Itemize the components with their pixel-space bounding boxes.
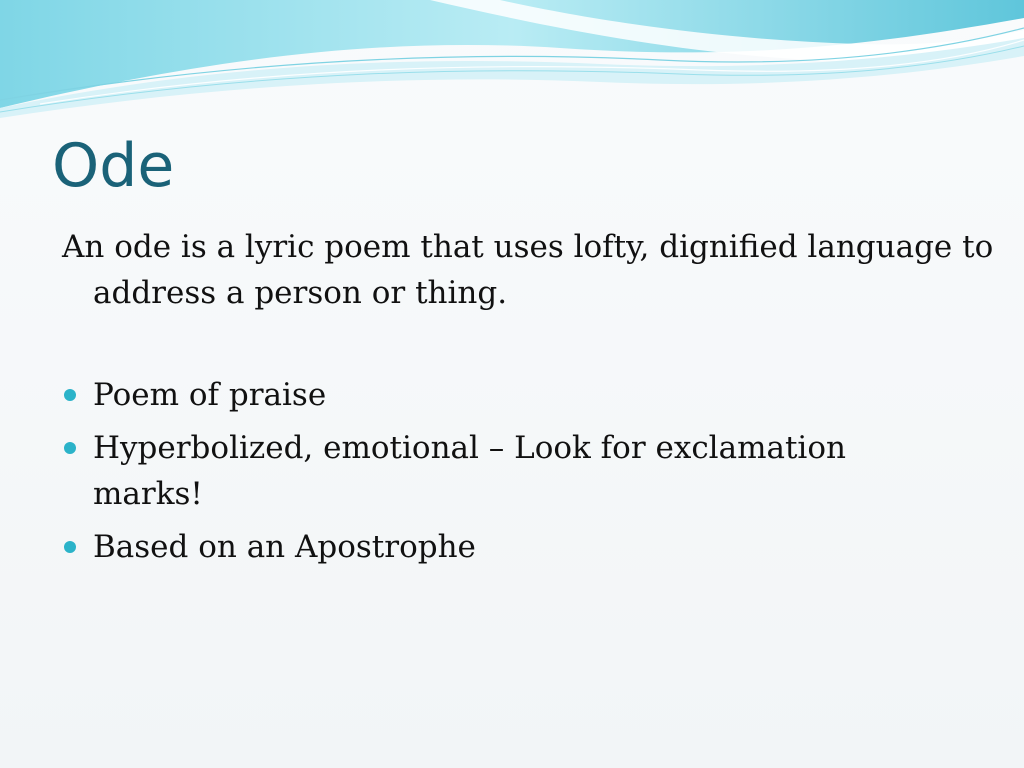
bullet-item — [62, 425, 962, 517]
bullet-item — [62, 372, 962, 418]
header-wave-decoration — [0, 0, 1024, 130]
bullet-text: Hyperbolized, emotional – Look for exclamation marks! — [93, 430, 846, 512]
slide-title: Ode — [52, 131, 175, 201]
bullet-text: Based on an Apostrophe — [93, 529, 476, 565]
bullet-icon — [64, 389, 76, 401]
bullet-icon — [64, 442, 76, 454]
bullet-list — [62, 372, 962, 577]
bullet-item — [62, 524, 962, 570]
bullet-icon — [64, 541, 76, 553]
intro-paragraph: An ode is a lyric poem that uses lofty, dignified language to address a person or thing. — [62, 229, 994, 311]
bullet-text: Poem of praise — [93, 377, 327, 413]
